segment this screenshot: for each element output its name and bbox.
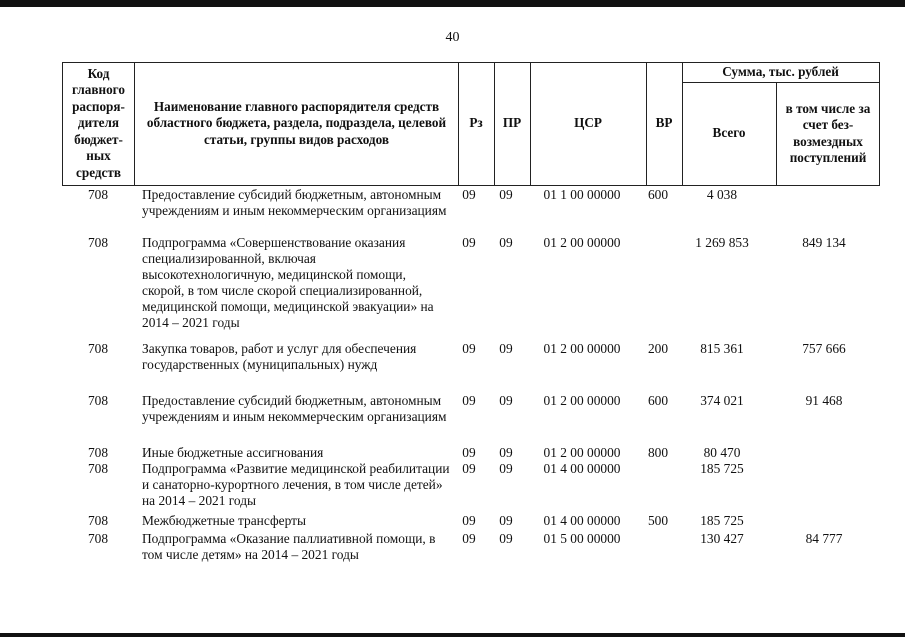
cell-vr: 500 <box>647 513 669 528</box>
cell-csr: 01 2 00 00000 <box>543 235 621 250</box>
cell-code: 708 <box>87 461 109 476</box>
cell-pr: 09 <box>499 235 513 250</box>
cell-code: 708 <box>87 235 109 250</box>
cell-pr: 09 <box>499 445 513 460</box>
table-row <box>62 513 880 531</box>
cell-rz: 09 <box>462 393 476 408</box>
cell-total: 80 470 <box>703 445 741 460</box>
header-vr: ВР <box>655 115 673 131</box>
cell-name: Подпрограмма «Развитие медицинской реабилитации и санаторно-курортного лечения, в том числе детей» на 2014 – 2021 годы <box>142 461 450 508</box>
header-name: Наименование главного распорядителя средств областного бюджета, раздела, подраздела, целевой статьи, группы видов расходов <box>146 98 447 147</box>
table-row <box>62 341 880 393</box>
header-code: Код главного распоря-дителя бюджет-ных средств <box>72 65 125 180</box>
cell-total: 185 725 <box>700 513 744 528</box>
table-row <box>62 461 880 513</box>
cell-total: 130 427 <box>700 531 744 546</box>
cell-name: Иные бюджетные ассигнования <box>142 445 324 460</box>
cell-rz: 09 <box>462 461 476 476</box>
table-row <box>62 235 880 341</box>
header-pr: ПР <box>502 115 522 131</box>
cell-csr: 01 4 00 00000 <box>543 513 621 528</box>
cell-rz: 09 <box>462 513 476 528</box>
cell-rz: 09 <box>462 235 476 250</box>
cell-rz: 09 <box>462 445 476 460</box>
table-body <box>62 187 880 581</box>
cell-code: 708 <box>87 445 109 460</box>
cell-vr: 600 <box>647 187 669 202</box>
cell-incl: 757 666 <box>802 341 846 356</box>
bottom-border <box>0 633 905 637</box>
table-row <box>62 531 880 581</box>
header-total: Всего <box>712 125 746 141</box>
cell-total: 1 269 853 <box>695 235 749 250</box>
cell-csr: 01 2 00 00000 <box>543 393 621 408</box>
table-row <box>62 445 880 461</box>
cell-code: 708 <box>87 341 109 356</box>
cell-name: Межбюджетные трансферты <box>142 513 306 528</box>
cell-total: 374 021 <box>700 393 744 408</box>
cell-pr: 09 <box>499 513 513 528</box>
cell-incl: 91 468 <box>805 393 843 408</box>
header-divider <box>776 82 777 185</box>
header-divider <box>134 62 135 185</box>
cell-csr: 01 4 00 00000 <box>543 461 621 476</box>
cell-pr: 09 <box>499 341 513 356</box>
table-row <box>62 187 880 235</box>
cell-csr: 01 2 00 00000 <box>543 445 621 460</box>
header-rz: Рз <box>469 115 483 131</box>
cell-name: Закупка товаров, работ и услуг для обеспечения государственных (муниципальных) нужд <box>142 341 417 372</box>
cell-code: 708 <box>87 531 109 546</box>
cell-total: 185 725 <box>700 461 744 476</box>
cell-vr: 800 <box>647 445 669 460</box>
cell-total: 4 038 <box>706 187 738 202</box>
cell-pr: 09 <box>499 531 513 546</box>
table-row <box>62 393 880 445</box>
header-bottom-rule <box>62 185 880 186</box>
cell-incl: 84 777 <box>805 531 843 546</box>
cell-code: 708 <box>87 393 109 408</box>
top-border <box>0 0 905 7</box>
cell-incl: 849 134 <box>802 235 846 250</box>
cell-csr: 01 1 00 00000 <box>543 187 621 202</box>
cell-csr: 01 2 00 00000 <box>543 341 621 356</box>
cell-pr: 09 <box>499 393 513 408</box>
cell-csr: 01 5 00 00000 <box>543 531 621 546</box>
cell-vr: 200 <box>647 341 669 356</box>
header-csr: ЦСР <box>574 115 602 131</box>
cell-name: Подпрограмма «Совершенствование оказания специализированной, включая высокотехнологичную, медицинской помощи, скорой, в том числе скорой специализированной, медицинской помощи, медицинской эвакуации» на 2014 – 2021 годы <box>142 235 434 330</box>
cell-rz: 09 <box>462 187 476 202</box>
cell-rz: 09 <box>462 531 476 546</box>
cell-name: Предоставление субсидий бюджетным, автономным учреждениям и иным некоммерческим организациям <box>142 393 447 424</box>
page-number: 40 <box>445 30 460 45</box>
header-divider <box>879 62 880 185</box>
cell-name: Предоставление субсидий бюджетным, автономным учреждениям и иным некоммерческим организациям <box>142 187 447 218</box>
cell-name: Подпрограмма «Оказание паллиативной помощи, в том числе детям» на 2014 – 2021 годы <box>142 531 436 562</box>
header-sum: Сумма, тыс. рублей <box>722 63 839 79</box>
cell-code: 708 <box>87 513 109 528</box>
cell-pr: 09 <box>499 461 513 476</box>
cell-rz: 09 <box>462 341 476 356</box>
cell-pr: 09 <box>499 187 513 202</box>
cell-code: 708 <box>87 187 109 202</box>
cell-vr: 600 <box>647 393 669 408</box>
cell-total: 815 361 <box>700 341 744 356</box>
header-incl: в том числе за счет без-возмездных поступлений <box>785 100 871 165</box>
